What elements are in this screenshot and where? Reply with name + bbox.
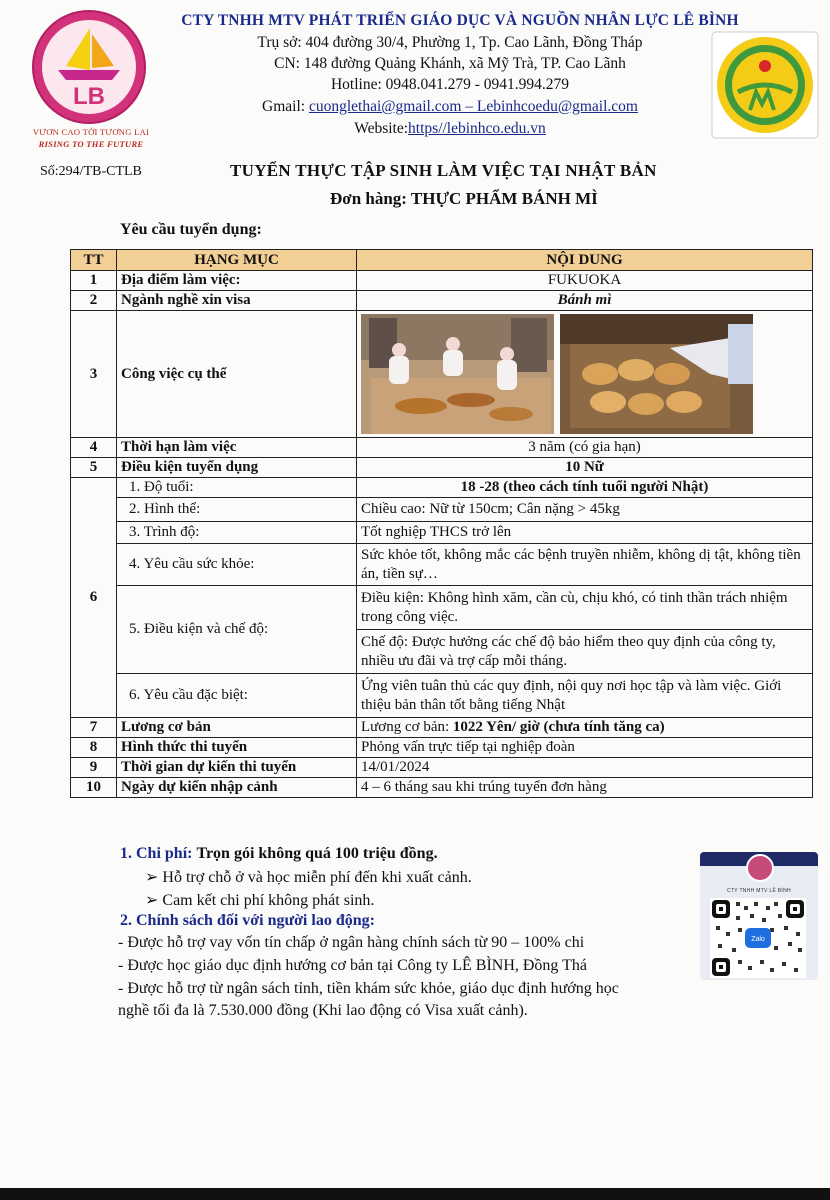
website-line — [190, 120, 710, 138]
row-number: 1 — [71, 271, 117, 291]
row-item: Điều kiện tuyển dụng — [117, 458, 357, 478]
salary-value: 1022 Yên/ giờ (chưa tính tăng ca) — [452, 719, 665, 735]
row-content: 14/01/2024 — [357, 758, 813, 778]
sub-content: Ứng viên tuân thủ các quy định, nội quy nơi học tập và làm việc. Giới thiệu bản thân tốt bằng tiếng Nhật — [357, 674, 813, 718]
table-row — [71, 438, 813, 458]
sub-item: 2. Hình thể: — [117, 498, 357, 522]
slogan-english: RISING TO THE FUTURE — [38, 139, 144, 149]
table-row — [71, 311, 813, 438]
arrow-bullet-icon: ➢ — [145, 869, 159, 886]
zalo-badge: Zalo — [751, 936, 765, 943]
table-row — [71, 271, 813, 291]
work-photos — [357, 311, 813, 438]
row-item: Hình thức thi tuyển — [117, 738, 357, 758]
row-number: 10 — [71, 778, 117, 798]
sub-content: Tốt nghiệp THCS trở lên — [357, 522, 813, 544]
row-content: 4 – 6 tháng sau khi trúng tuyển đơn hàng — [357, 778, 813, 798]
sub-content: Điều kiện: Không hình xăm, cần cù, chịu khó, có tinh thần trách nhiệm trong công việc. — [357, 586, 813, 630]
table-row — [71, 522, 813, 544]
bread-rolls-photo — [560, 314, 753, 434]
row-content: 3 năm (có gia hạn) — [357, 438, 813, 458]
row-item: Thời hạn làm việc — [117, 438, 357, 458]
avatar — [746, 854, 774, 882]
sub-item: 6. Yêu cầu đặc biệt: — [117, 674, 357, 718]
row-number: 5 — [71, 458, 117, 478]
requirements-table — [70, 249, 813, 798]
branch-address: CN: 148 đường Quảng Khánh, xã Mỹ Trà, TP. Cao Lãnh — [274, 55, 626, 72]
table-row — [71, 458, 813, 478]
sub-item: 5. Điều kiện và chế độ: — [117, 586, 357, 674]
row-item: Công việc cụ thể — [117, 311, 357, 438]
table-row — [71, 544, 813, 586]
salary-prefix: Lương cơ bản: — [361, 719, 453, 735]
row-content: FUKUOKA — [357, 271, 813, 291]
bullet-text: Cam kết chi phí không phát sinh. — [162, 892, 375, 909]
row-content — [357, 718, 813, 738]
policy-heading: 2. Chính sách đối với người lao động: — [120, 912, 375, 929]
col-header-item: HẠNG MỤC — [117, 250, 357, 271]
order-name: Đơn hàng: THỰC PHẨM BÁNH MÌ — [330, 189, 598, 208]
table-row — [71, 478, 813, 498]
table-row — [71, 498, 813, 522]
sub-item: 1. Độ tuổi: — [117, 478, 357, 498]
slogan-vietnamese: VƯƠN CAO TỚI TƯƠNG LAI — [32, 127, 150, 137]
qr-code-icon — [710, 898, 806, 978]
row-item: Lương cơ bản — [117, 718, 357, 738]
table-row — [71, 778, 813, 798]
row-number: 7 — [71, 718, 117, 738]
table-row — [71, 291, 813, 311]
row-number: 9 — [71, 758, 117, 778]
list-item — [145, 890, 374, 910]
row-number: 4 — [71, 438, 117, 458]
policy-item: - Được hỗ trợ vay vốn tín chấp ở ngân hàng chính sách từ 90 – 100% chi — [118, 934, 585, 951]
sub-item: 4. Yêu cầu sức khỏe: — [117, 544, 357, 586]
sub-item: 3. Trình độ: — [117, 522, 357, 544]
cost-text: Trọn gói không quá 100 triệu đồng. — [196, 845, 438, 862]
policy-item: - Được hỗ trợ từ ngân sách tỉnh, tiền khám sức khỏe, giáo dục định hướng học — [118, 980, 619, 997]
sub-content: Chế độ: Được hưởng các chế độ bảo hiểm theo quy định của công ty, nhiều ưu đãi và trợ cấp mỗi tháng. — [357, 630, 813, 674]
policy-item: - Được học giáo dục định hướng cơ bản tại Công ty LÊ BÌNH, Đồng Thá — [118, 957, 588, 974]
row-item: Ngành nghề xin visa — [117, 291, 357, 311]
table-row — [71, 738, 813, 758]
qr-company-name: CTY TNHH MTV LÊ BÌNH — [727, 888, 791, 894]
table-row — [71, 758, 813, 778]
document-title: TUYỂN THỰC TẬP SINH LÀM VIỆC TẠI NHẬT BẢN — [230, 161, 657, 180]
requirements-heading: Yêu cầu tuyển dụng: — [120, 221, 262, 238]
company-name: CTY TNHH MTV PHÁT TRIỂN GIÁO DỤC VÀ NGUỒN NHÂN LỰC LÊ BÌNH — [181, 12, 739, 29]
row-number: 6 — [71, 478, 117, 718]
table-row — [71, 586, 813, 630]
policy-item: nghề tối đa là 7.530.000 đồng (Khi lao động có Visa xuất cảnh). — [118, 1002, 528, 1019]
website-label: Website: — [354, 120, 409, 137]
partner-logo — [710, 30, 820, 140]
row-number: 8 — [71, 738, 117, 758]
gmail-line — [190, 98, 710, 116]
row-content: 10 Nữ — [357, 458, 813, 478]
head-office-address: Trụ sở: 404 đường 30/4, Phường 1, Tp. Cao Lãnh, Đồng Tháp — [257, 34, 643, 51]
row-item: Thời gian dự kiến thi tuyển — [117, 758, 357, 778]
list-item — [145, 867, 472, 887]
table-row — [71, 718, 813, 738]
sub-content: Chiều cao: Nữ từ 150cm; Cân nặng > 45kg — [357, 498, 813, 522]
sub-content: Sức khỏe tốt, không mắc các bệnh truyền nhiễm, không dị tật, không tiền án, tiền sự… — [357, 544, 813, 586]
gmail-links[interactable]: cuonglethai@gmail.com – Lebinhcoedu@gmail.com — [308, 98, 638, 115]
arrow-bullet-icon: ➢ — [145, 892, 159, 909]
cost-label: 1. Chi phí: — [120, 845, 193, 862]
table-header-row — [71, 250, 813, 271]
hotline: Hotline: 0948.041.279 - 0941.994.279 — [330, 76, 570, 93]
row-number: 3 — [71, 311, 117, 438]
logo-letters: LB — [73, 83, 105, 110]
document-number: Số:294/TB-CTLB — [40, 164, 142, 179]
bottom-edge-bar — [0, 1188, 830, 1200]
factory-workers-photo — [361, 314, 554, 434]
company-logo — [30, 8, 148, 126]
row-content: Bánh mì — [357, 291, 813, 311]
row-number: 2 — [71, 291, 117, 311]
website-link[interactable]: https//lebinhco.edu.vn — [408, 120, 546, 137]
row-item: Địa điểm làm việc: — [117, 271, 357, 291]
cost-line — [120, 845, 438, 863]
col-header-content: NỘI DUNG — [357, 250, 813, 271]
gmail-label: Gmail: — [262, 98, 306, 115]
table-row — [71, 674, 813, 718]
row-content: Phỏng vấn trực tiếp tại nghiệp đoàn — [357, 738, 813, 758]
zalo-qr-card[interactable] — [700, 852, 818, 980]
bullet-text: Hỗ trợ chỗ ở và học miễn phí đến khi xuất cảnh. — [162, 869, 472, 886]
col-header-tt: TT — [71, 250, 117, 271]
row-item: Ngày dự kiến nhập cảnh — [117, 778, 357, 798]
sub-content: 18 -28 (theo cách tính tuổi người Nhật) — [357, 478, 813, 498]
